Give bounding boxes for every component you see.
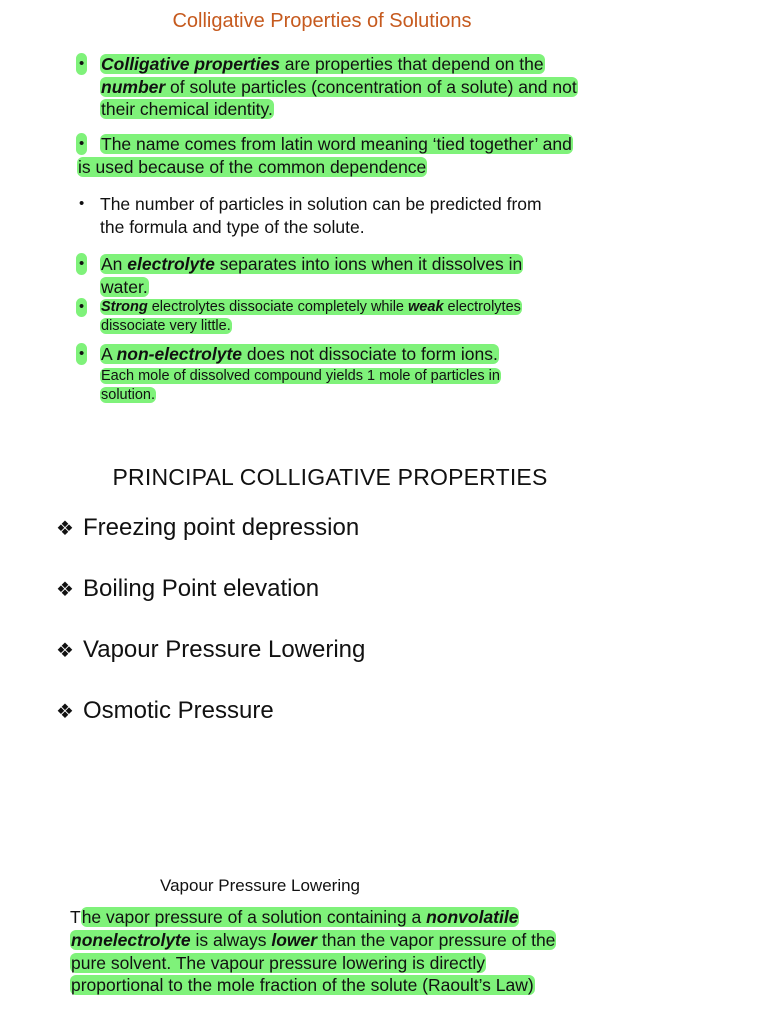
page-title: Colligative Properties of Solutions <box>172 10 472 32</box>
bullet-particle-count: The number of particles in solution can be predicted from the formula and type of the solute. <box>100 194 542 237</box>
bullet-non-electrolyte: A non-electrolyte does not dissociate to form ions. <box>101 344 498 364</box>
bullet-marker: • <box>76 133 87 155</box>
diamond-bullet-icon: ❖ <box>56 518 74 540</box>
property-item-osmotic: ❖ Osmotic Pressure <box>56 696 274 727</box>
term-weak: weak <box>408 299 444 315</box>
property-item-vapour: ❖ Vapour Pressure Lowering <box>56 635 365 666</box>
term-lower: lower <box>271 929 318 950</box>
bullet-name-origin: The name comes from latin word meaning ‘tied together’ and <box>101 134 572 154</box>
property-item-freezing: ❖ Freezing point depression <box>56 513 359 544</box>
bullet-electrolyte: An electrolyte separates into ions when it dissolves in water. <box>101 254 523 297</box>
term-non-electrolyte: non-electrolyte <box>116 344 243 364</box>
property-item-boiling: ❖ Boiling Point elevation <box>56 574 319 605</box>
bullet-non-electrolyte-sub: Each mole of dissolved compound yields 1 mole of particles in solution. <box>101 368 500 403</box>
bullet-name-origin-cont: is used because of the common dependence <box>78 157 427 177</box>
bullet-marker: • <box>76 298 87 317</box>
bullet-strong-weak: Strong electrolytes dissociate completely while weak electrolytes dissociate very little. <box>101 299 521 334</box>
term-strong: Strong <box>101 299 148 315</box>
vapour-pressure-paragraph: The vapor pressure of a solution containing a nonvolatile nonelectrolyte is always lower than the vapor pressure of the pure solvent. The vapour pressure lowering is directly proportional to the mole fraction of the solute (Raoult’s Law) <box>70 907 556 996</box>
term-electrolyte: electrolyte <box>127 254 215 274</box>
diamond-bullet-icon: ❖ <box>56 579 74 601</box>
term-nonvolatile-nonelectrolyte: nonvolatile nonelectrolyte <box>71 907 519 950</box>
term-colligative-properties: Colligative properties <box>101 54 280 74</box>
bullet-marker: • <box>76 343 87 365</box>
diamond-bullet-icon: ❖ <box>56 640 74 662</box>
bullet-colligative-definition: Colligative properties are properties that depend on the number of solute particles (concentration of a solute) and not their chemical identity. <box>101 54 577 119</box>
bullet-marker: • <box>76 253 87 275</box>
bullet-marker: • <box>79 195 85 212</box>
section-heading: PRINCIPAL COLLIGATIVE PROPERTIES <box>112 464 548 490</box>
vapour-pressure-title: Vapour Pressure Lowering <box>160 876 361 895</box>
term-number: number <box>101 76 166 97</box>
diamond-bullet-icon: ❖ <box>56 701 74 723</box>
bullet-marker: • <box>76 53 87 75</box>
